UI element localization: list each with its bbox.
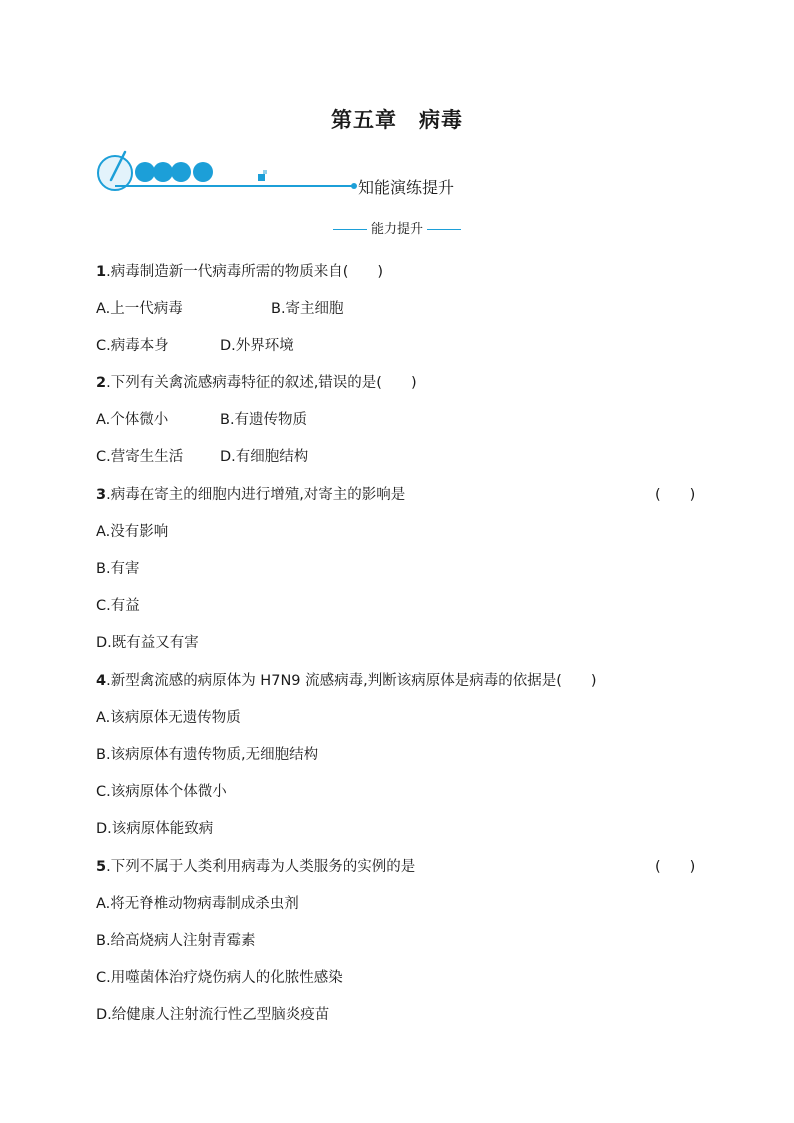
option-4a: A.该病原体无遗传物质	[96, 710, 241, 726]
subsection-heading: 能力提升	[0, 218, 794, 237]
banner-label: 知能演练提升	[358, 178, 455, 197]
page-title: 第五章 病毒	[331, 108, 463, 132]
option-3c: C.有益	[96, 598, 140, 614]
answer-paren-5: ( )	[655, 859, 696, 875]
answer-paren-3: ( )	[655, 487, 696, 503]
question-5: 5.下列不属于人类利用病毒为人类服务的实例的是	[96, 859, 416, 875]
option-4d: D.该病原体能致病	[96, 821, 214, 837]
option-5b: B.给高烧病人注射青霉素	[96, 933, 256, 949]
option-5a: A.将无脊椎动物病毒制成杀虫剂	[96, 896, 299, 912]
option-2d: D.有细胞结构	[220, 449, 309, 465]
option-1a: A.上一代病毒	[96, 301, 183, 317]
option-4c: C.该病原体个体微小	[96, 784, 227, 800]
option-5d: D.给健康人注射流行性乙型脑炎疫苗	[96, 1007, 330, 1023]
option-5c: C.用噬菌体治疗烧伤病人的化脓性感染	[96, 970, 343, 986]
option-2a: A.个体微小	[96, 412, 169, 428]
option-4b: B.该病原体有遗传物质,无细胞结构	[96, 747, 319, 763]
option-2c: C.营寄生生活	[96, 449, 184, 465]
option-3d: D.既有益又有害	[96, 635, 199, 651]
option-2b: B.有遗传物质	[220, 412, 308, 428]
option-1d: D.外界环境	[220, 338, 294, 354]
question-2: 2.下列有关禽流感病毒特征的叙述,错误的是( )	[96, 375, 417, 391]
question-3: 3.病毒在寄主的细胞内进行增殖,对寄主的影响是	[96, 487, 406, 503]
question-4: 4.新型禽流感的病原体为 H7N9 流感病毒,判断该病原体是病毒的依据是( )	[96, 673, 597, 689]
option-3a: A.没有影响	[96, 524, 169, 540]
option-1b: B.寄主细胞	[271, 301, 344, 317]
option-3b: B.有害	[96, 561, 140, 577]
question-1: 1.病毒制造新一代病毒所需的物质来自( )	[96, 264, 384, 280]
option-1c: C.病毒本身	[96, 338, 169, 354]
